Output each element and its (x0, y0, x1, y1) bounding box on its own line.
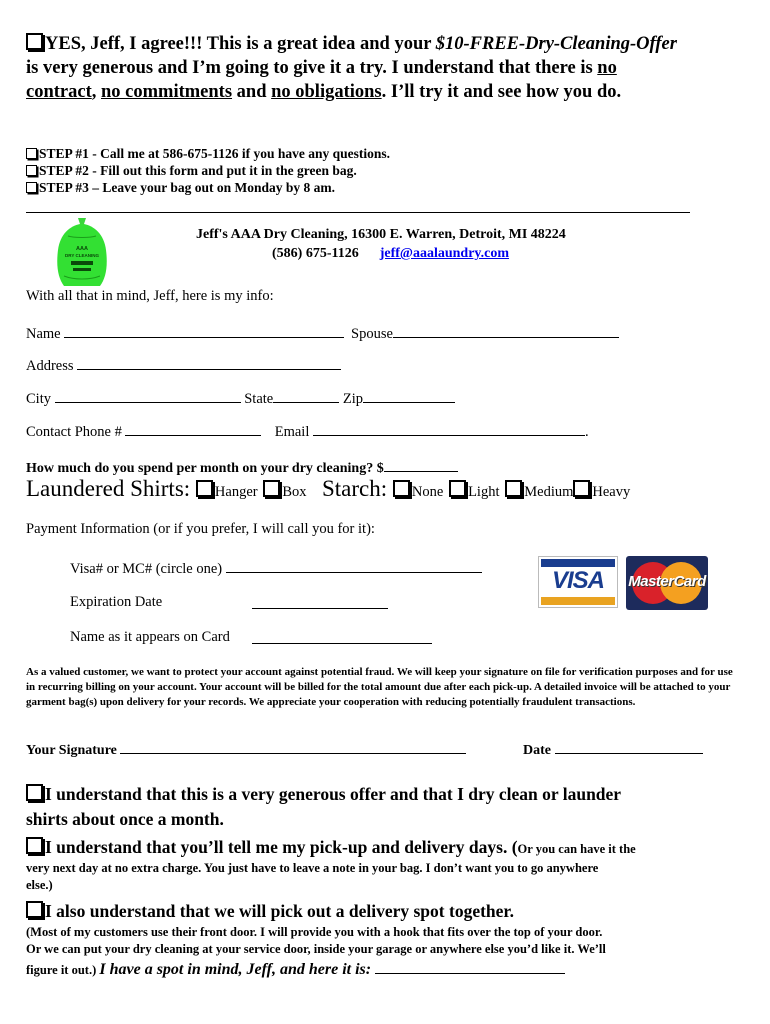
step-2 (26, 162, 357, 179)
step-1 (26, 145, 390, 162)
expiration-label: Expiration Date (70, 594, 163, 610)
name-on-card-label: Name as it appears on Card (70, 629, 230, 645)
spend-field[interactable] (384, 457, 458, 472)
understand-text-small: figure it out.) (26, 963, 100, 977)
contact-phone-field[interactable] (125, 421, 261, 436)
bag-label: AAA (76, 246, 88, 252)
name-field[interactable] (64, 323, 344, 338)
understand-item-2-end: else.) (26, 878, 53, 892)
understand-text-small: Or you can have it the (517, 842, 636, 856)
laundered-shirts-label: Laundered Shirts: (26, 476, 191, 501)
understand-text: I understand that this is a very generous offer and that I dry clean or launder (45, 784, 622, 804)
header-text: is very generous and I’m going to give it a try. I understand that there is (26, 58, 598, 78)
hanger-checkbox[interactable] (196, 480, 213, 497)
name-row (26, 323, 344, 343)
header-line-3 (26, 80, 621, 104)
starch-medium-label: Medium (524, 484, 574, 500)
expiration-field[interactable] (252, 594, 388, 609)
mastercard-logo-text: MasterCard (628, 573, 706, 590)
name-on-card-field[interactable] (252, 629, 432, 644)
state-field[interactable] (273, 388, 339, 403)
contact-phone-label: Contact Phone # (26, 424, 122, 440)
contact-row (26, 421, 589, 441)
step-text: STEP #3 – Leave your bag out on Monday by 8 am. (39, 180, 336, 195)
understand-text: I also understand that we will pick out a delivery spot together. (45, 901, 514, 921)
city-field[interactable] (55, 388, 241, 403)
header-text: . I’ll try it and see how you do. (381, 82, 622, 102)
understand-item-1-cont: shirts about once a month. (26, 809, 224, 829)
starch-light-label: Light (468, 484, 500, 500)
spend-question (26, 457, 458, 477)
email-field[interactable] (313, 421, 585, 436)
card-number-row (70, 558, 482, 578)
step-3 (26, 179, 335, 196)
intro-text: With all that in mind, Jeff, here is my info: (26, 288, 274, 304)
date-label: Date (523, 743, 551, 758)
step-1-checkbox[interactable] (26, 148, 37, 159)
date-field[interactable] (555, 739, 703, 754)
understand-2-checkbox[interactable] (26, 837, 43, 854)
signature-label: Your Signature (26, 743, 117, 758)
understand-text: I understand that you’ll tell me my pick-up and delivery days. ( (45, 837, 518, 857)
city-row (26, 388, 455, 408)
svg-text:DRY CLEANING: DRY CLEANING (64, 253, 100, 258)
starch-light-checkbox[interactable] (449, 480, 466, 497)
header-line-2 (26, 56, 617, 80)
header-emphasis: no commitments (101, 82, 233, 102)
starch-heavy-checkbox[interactable] (573, 480, 590, 497)
visa-logo-text: VISA (551, 567, 604, 594)
card-number-label: Visa# or MC# (circle one) (70, 561, 223, 577)
email-period: . (585, 424, 589, 440)
spouse-field[interactable] (393, 323, 619, 338)
header-text: , (91, 82, 101, 102)
payment-intro: Payment Information (or if you prefer, I will call you for it): (26, 521, 375, 537)
step-text: STEP #2 - Fill out this form and put it in the green bag. (39, 163, 357, 178)
business-email-link[interactable]: jeff@aaalaundry.com (379, 246, 510, 261)
step-text: STEP #1 - Call me at 586-675-1126 if you have any questions. (39, 146, 391, 161)
header-line-1 (26, 32, 677, 56)
starch-heavy-label: Heavy (592, 484, 631, 500)
state-label: State (244, 391, 274, 407)
header-emphasis: no (597, 58, 617, 78)
starch-none-label: None (411, 484, 444, 500)
fraud-notice: As a valued customer, we want to protect your account against potential fraud. We will keep your signature on file for verification purposes and for use in recurring billing on your account. Your account will be billed for the total amount due after each pick-up. A detailed invoice will be attached to your garment bag(s) upon delivery for your records. We appreciate your cooperation with reducing potentially fraudulent transactions. (26, 666, 733, 708)
understand-1-checkbox[interactable] (26, 784, 43, 801)
expiration-row (70, 594, 162, 611)
card-number-field[interactable] (226, 558, 482, 573)
step-2-checkbox[interactable] (26, 165, 37, 176)
understand-item-1 (26, 782, 621, 806)
starch-label: Starch: (322, 476, 388, 501)
name-label: Name (26, 326, 61, 342)
mastercard-logo (626, 556, 708, 610)
header-emphasis: contract (26, 82, 92, 102)
understand-item-3-line-4 (26, 959, 565, 979)
understand-item-3 (26, 899, 514, 923)
business-phone: (586) 675-1126 (272, 246, 359, 261)
understand-3-checkbox[interactable] (26, 901, 43, 918)
green-bag-icon (54, 216, 110, 288)
address-row (26, 355, 341, 375)
starch-none-checkbox[interactable] (393, 480, 410, 497)
business-contact (272, 246, 509, 262)
city-label: City (26, 391, 51, 407)
signature-field[interactable] (120, 739, 466, 754)
zip-field[interactable] (363, 388, 455, 403)
hanger-label: Hanger (214, 484, 258, 500)
starch-medium-checkbox[interactable] (505, 480, 522, 497)
spouse-row (351, 323, 619, 343)
delivery-spot-label: I have a spot in mind, Jeff, and here it is: (99, 961, 376, 978)
offer-name: $10-FREE-Dry-Cleaning-Offer (435, 34, 677, 54)
business-address: Jeff's AAA Dry Cleaning, 16300 E. Warren, Detroit, MI 48224 (196, 227, 566, 242)
header-text: YES, Jeff, I agree!!! This is a great idea and your (45, 34, 436, 54)
box-label: Box (282, 484, 307, 500)
header-emphasis: no obligations (271, 82, 382, 102)
address-label: Address (26, 358, 74, 374)
address-field[interactable] (77, 355, 341, 370)
delivery-spot-field[interactable] (375, 959, 565, 974)
understand-item-2 (26, 835, 636, 861)
header-text: and (232, 82, 272, 102)
date-row (523, 739, 703, 759)
understand-item-3-line-2: (Most of my customers use their front door. I will provide you with a hook that fits over the top of your door. (26, 925, 603, 939)
signature-row (26, 739, 466, 759)
step-3-checkbox[interactable] (26, 182, 37, 193)
laundered-shirts-row (26, 476, 630, 502)
box-checkbox[interactable] (263, 480, 280, 497)
understand-item-3-line-3: Or we can put your dry cleaning at your service door, inside your garage or anywhere else you’d like it. We’ll (26, 942, 606, 956)
understand-item-2-cont: very next day at no extra charge. You just have to leave a note in your bag. I don’t want you to go anywhere (26, 861, 599, 875)
email-label: Email (274, 424, 310, 440)
spend-label: How much do you spend per month on your dry cleaning? $ (26, 461, 384, 476)
divider (26, 212, 690, 213)
agree-checkbox[interactable] (26, 33, 43, 50)
spouse-label: Spouse (351, 326, 393, 342)
zip-label: Zip (342, 391, 363, 407)
visa-logo (538, 556, 618, 608)
name-on-card-row (70, 629, 230, 646)
